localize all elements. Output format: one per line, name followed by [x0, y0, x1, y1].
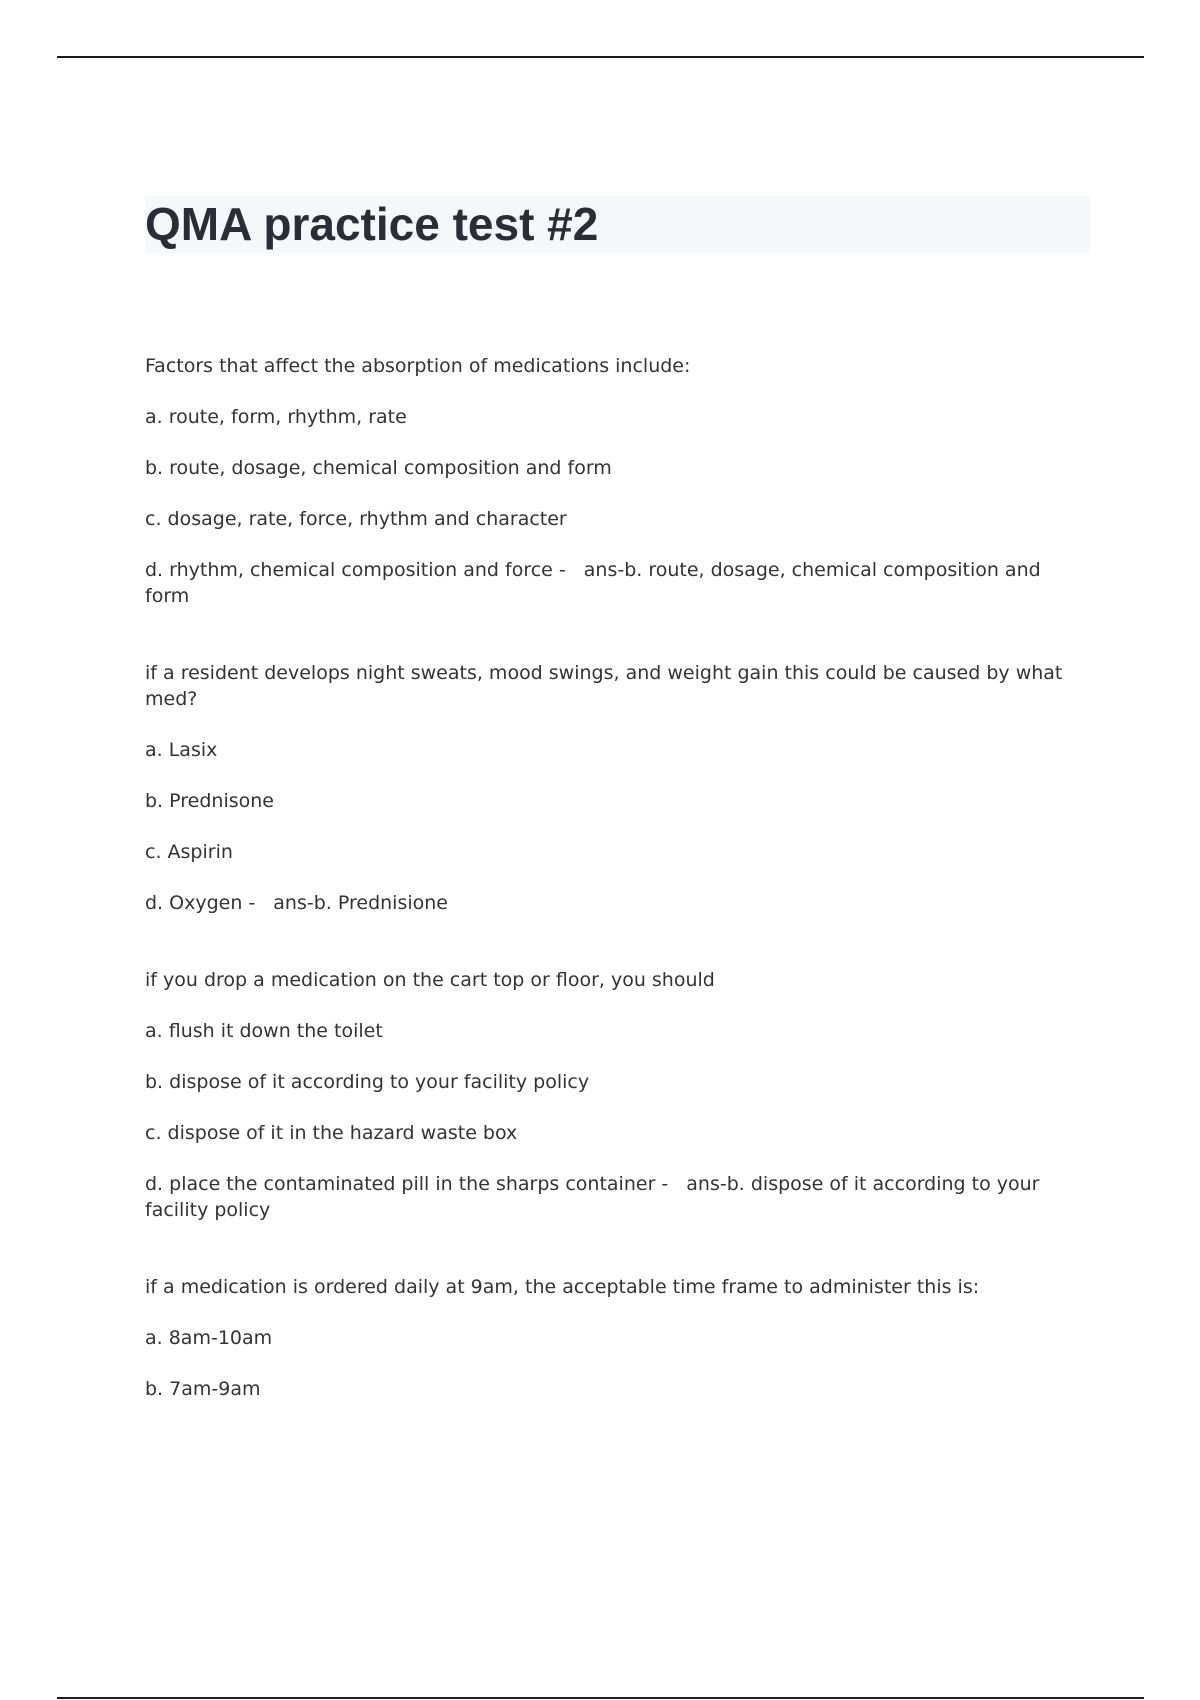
- answer-option: d. Oxygen -: [145, 892, 256, 914]
- answer-option: a. 8am-10am: [145, 1327, 273, 1349]
- answer-option-with-key: [145, 557, 1075, 609]
- question-2: [145, 660, 1075, 916]
- answer-option: b. route, dosage, chemical composition and form: [145, 457, 612, 479]
- answer-option-with-key: [145, 890, 1075, 916]
- answer-option: d. place the contaminated pill in the sharps container -: [145, 1173, 669, 1195]
- question-prompt: if you drop a medication on the cart top or floor, you should: [145, 969, 715, 991]
- answer-option: c. dosage, rate, force, rhythm and character: [145, 508, 567, 530]
- answer-key: ans-b. dispose of it according to your facility policy: [145, 1173, 1040, 1221]
- answer-option: b. Prednisone: [145, 790, 274, 812]
- question-list: [145, 353, 1075, 1453]
- page-title: QMA practice test #2: [145, 198, 599, 250]
- answer-key: ans-b. Prednisione: [273, 892, 448, 914]
- question-1: [145, 353, 1075, 609]
- answer-option: c. Aspirin: [145, 841, 233, 863]
- answer-option: a. route, form, rhythm, rate: [145, 406, 407, 428]
- question-prompt: Factors that affect the absorption of medications include:: [145, 355, 691, 377]
- question-prompt: if a resident develops night sweats, mood swings, and weight gain this could be caused by what med?: [145, 662, 1063, 710]
- question-3: [145, 967, 1075, 1223]
- answer-option: b. 7am-9am: [145, 1378, 261, 1400]
- top-divider: [57, 56, 1144, 58]
- answer-option: b. dispose of it according to your facility policy: [145, 1071, 590, 1093]
- answer-option: d. rhythm, chemical composition and force -: [145, 559, 566, 581]
- answer-option: a. flush it down the toilet: [145, 1020, 383, 1042]
- answer-key: ans-b. route, dosage, chemical composition and form: [145, 559, 1041, 607]
- answer-option-with-key: [145, 1171, 1075, 1223]
- question-prompt: if a medication is ordered daily at 9am, the acceptable time frame to administer this is:: [145, 1276, 980, 1298]
- question-4: [145, 1274, 1075, 1402]
- bottom-divider: [57, 1697, 1144, 1699]
- answer-option: a. Lasix: [145, 739, 218, 761]
- answer-option: c. dispose of it in the hazard waste box: [145, 1122, 518, 1144]
